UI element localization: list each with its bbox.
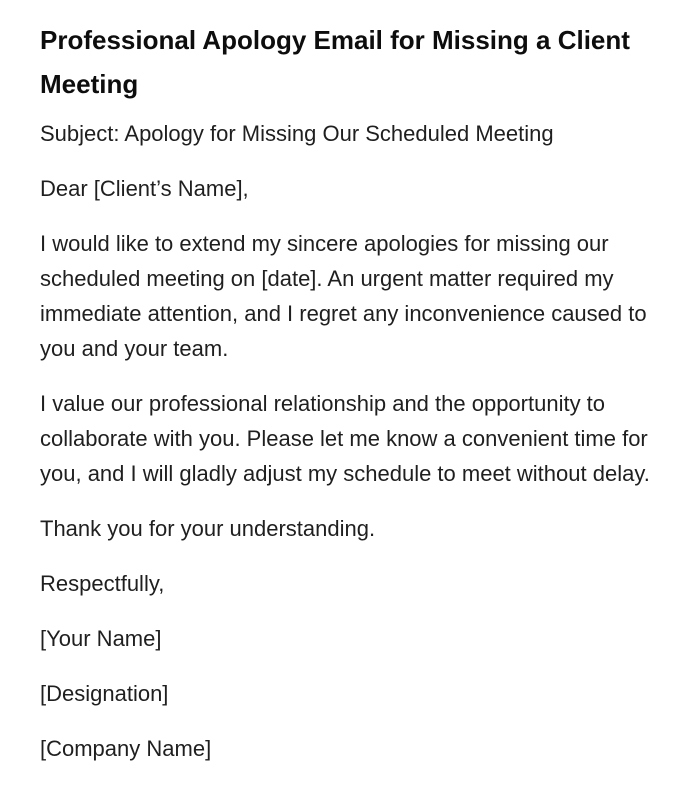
signature-designation: [Designation]: [40, 681, 169, 706]
body-paragraph-2: I value our professional relationship and the opportunity to collaborate with you. Please let me know a convenient time for you, and I will gladly adjust my schedule to meet without delay.: [40, 391, 650, 486]
subject-line: Subject: Apology for Missing Our Scheduled Meeting: [40, 121, 554, 146]
page-title: Professional Apology Email for Missing a Client Meeting: [40, 25, 630, 99]
body-paragraph-1: I would like to extend my sincere apologies for missing our scheduled meeting on [date]. An urgent matter required my immediate attention, and I regret any inconvenience caused to you and your team.: [40, 231, 647, 361]
signature-company: [Company Name]: [40, 736, 212, 761]
salutation: Dear [Client’s Name],: [40, 176, 249, 201]
signature-name: [Your Name]: [40, 626, 162, 651]
thanks-line: Thank you for your understanding.: [40, 516, 376, 541]
signoff: Respectfully,: [40, 571, 165, 596]
